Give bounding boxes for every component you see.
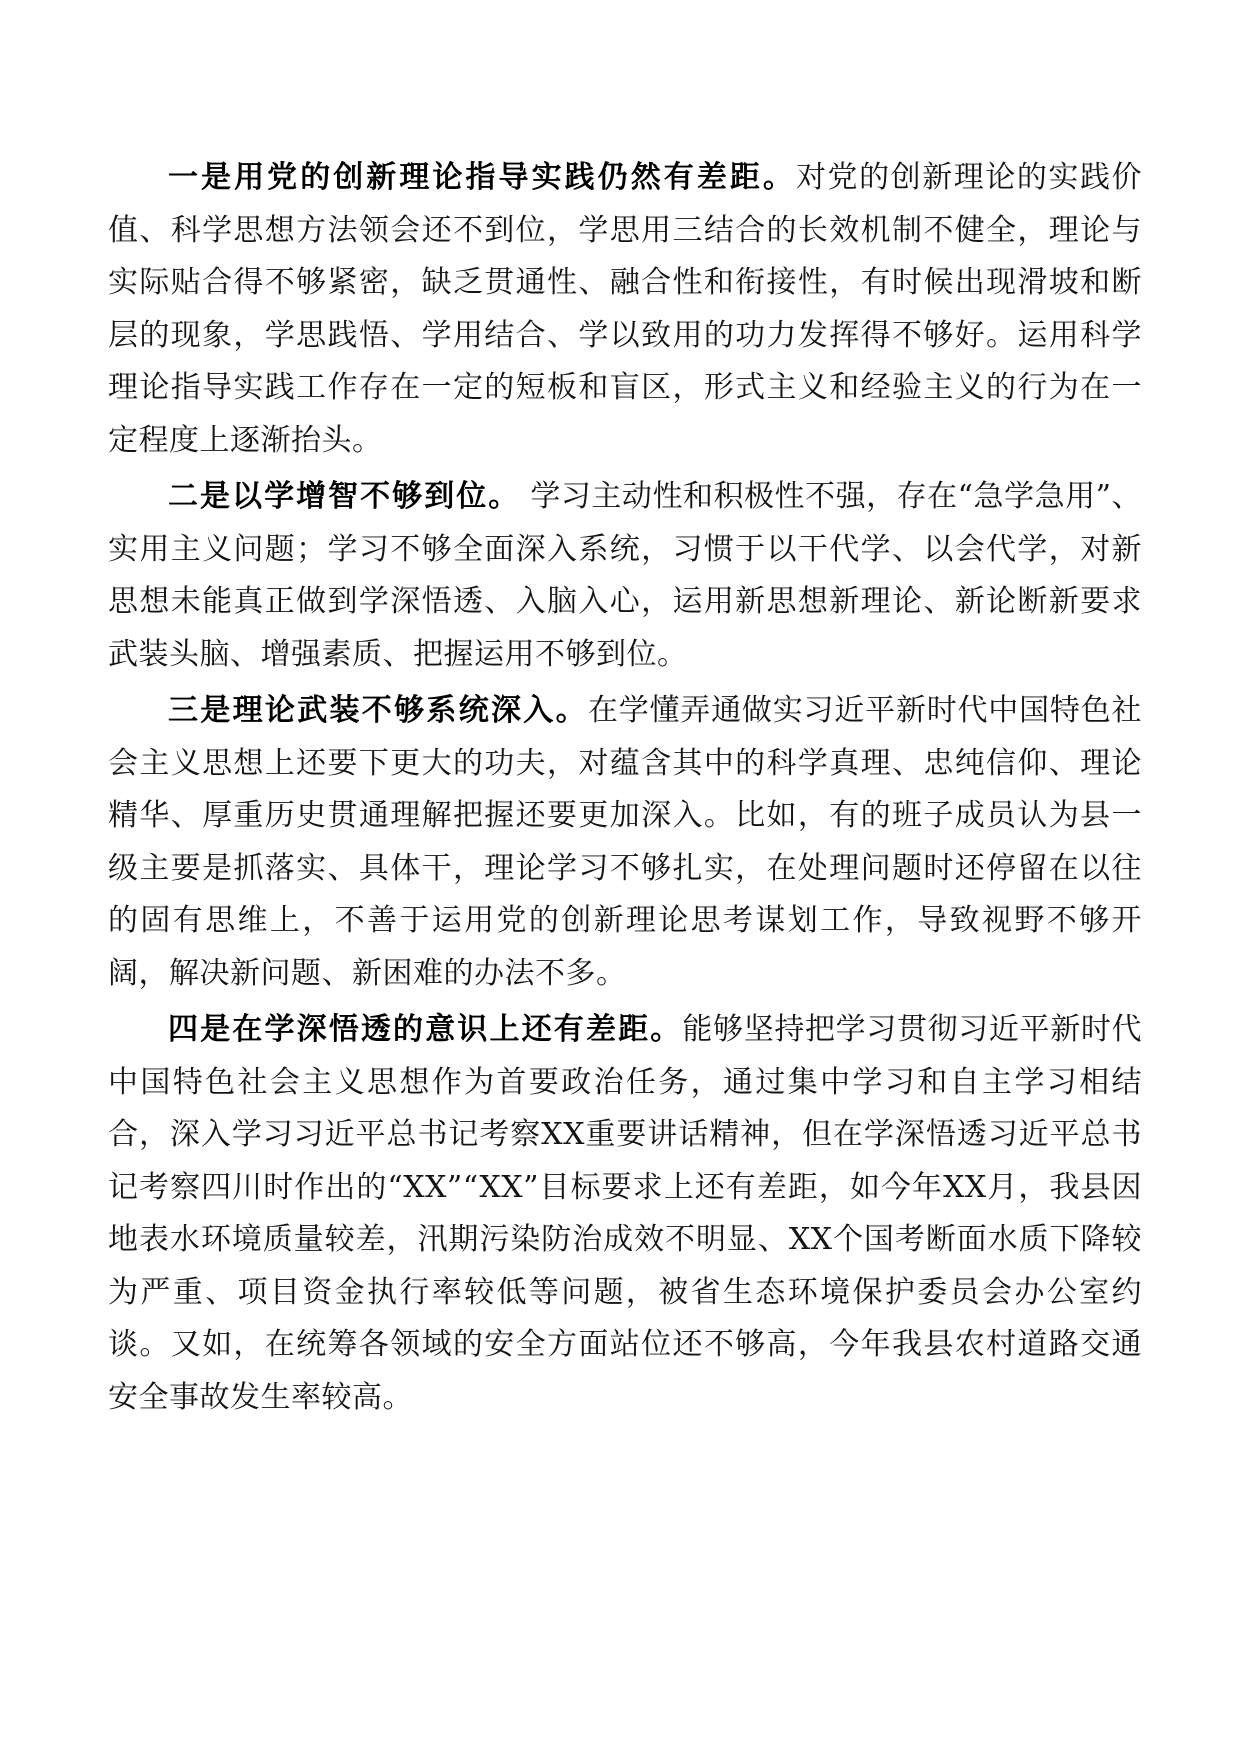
document-body <box>108 152 1142 1428</box>
paragraph-1-heading: 一是用党的创新理论指导实践仍然有差距。 <box>168 160 796 195</box>
paragraph-2-text: 学习主动性和积极性不强，存在“急学急用”、实用主义问题；学习不够全面深入系统，习惯于以干代学、以会代学，对新思想未能真正做到学深悟透、入脑入心，运用新思想新理论、新论断新要求武装头脑、增强素质、把握运用不够到位。 <box>108 479 1143 672</box>
paragraph-2 <box>108 471 1142 681</box>
paragraph-3-heading: 三是理论武装不够系统深入。 <box>168 693 588 728</box>
paragraph-4-text: 能够坚持把学习贯彻习近平新时代中国特色社会主义思想作为首要政治任务，通过集中学习和自主学习相结合，深入学习习近平总书记考察XX重要讲话精神，但在学深悟透习近平总书记考察四川时作出的“XX”“XX”目标要求上还有差距，如今年XX月，我县因地表水环境质量较差，汛期污染防治成效不明显、XX个国考断面水质下降较为严重、项目资金执行率较低等问题，被省生态环境保护委员会办公室约谈。又如，在统筹各领域的安全方面站位还不够高，今年我县农村道路交通安全事故发生率较高。 <box>108 1012 1143 1415</box>
paragraph-4 <box>108 1004 1142 1424</box>
paragraph-4-heading: 四是在学深悟透的意识上还有差距。 <box>168 1012 683 1047</box>
paragraph-3-text: 在学懂弄通做实习近平新时代中国特色社会主义思想上还要下更大的功夫，对蕴含其中的科学真理、忠纯信仰、理论精华、厚重历史贯通理解把握还要更加深入。比如，有的班子成员认为县一级主要是抓落实、具体干，理论学习不够扎实，在处理问题时还停留在以往的固有思维上，不善于运用党的创新理论思考谋划工作，导致视野不够开阔，解决新问题、新困难的办法不多。 <box>108 693 1143 991</box>
paragraph-1 <box>108 152 1142 467</box>
paragraph-1-text: 对党的创新理论的实践价值、科学思想方法领会还不到位，学思用三结合的长效机制不健全，理论与实际贴合得不够紧密，缺乏贯通性、融合性和衔接性，有时候出现滑坡和断层的现象，学思践悟、学用结合、学以致用的功力发挥得不够好。运用科学理论指导实践工作存在一定的短板和盲区，形式主义和经验主义的行为在一定程度上逐渐抬头。 <box>108 160 1143 458</box>
paragraph-2-heading: 二是以学增智不够到位。 <box>168 479 521 514</box>
paragraph-3 <box>108 685 1142 1000</box>
